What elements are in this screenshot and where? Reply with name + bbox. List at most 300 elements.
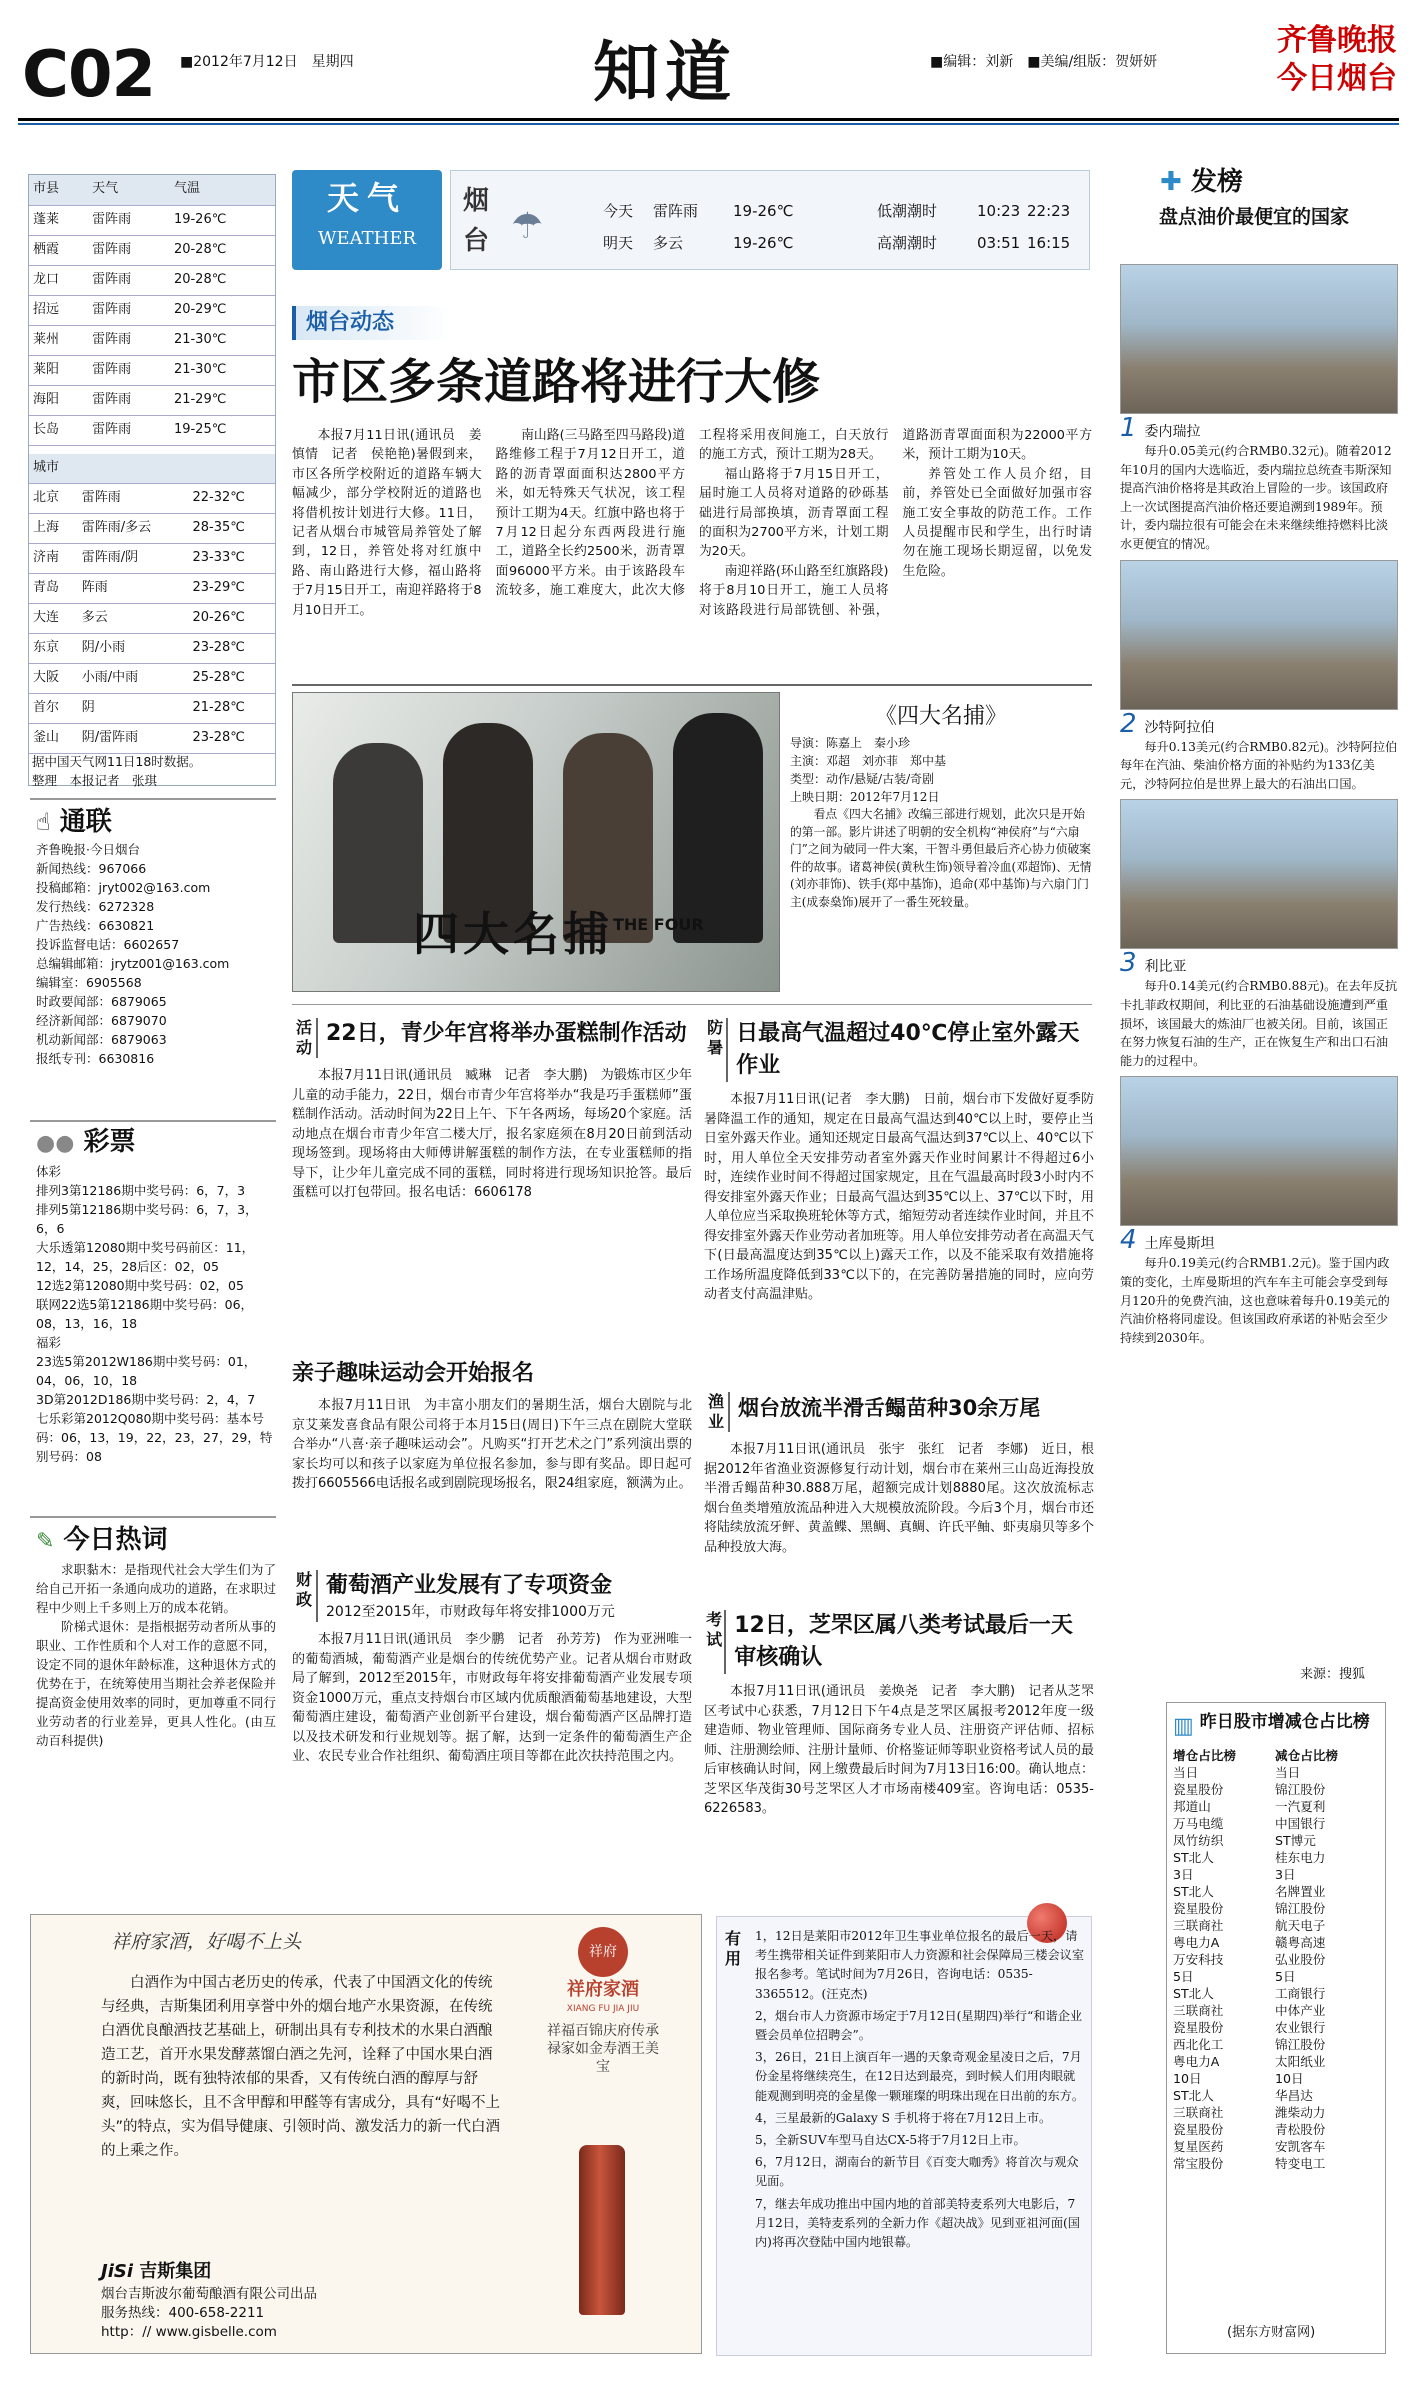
- pencil-note-icon: ✎: [36, 1529, 55, 1554]
- stock-cell: 瓷星股份: [1173, 2019, 1224, 2035]
- stock-row: [1173, 1951, 1377, 1968]
- news3-headline: 葡萄酒产业发展有了专项资金: [326, 1573, 613, 1598]
- county-row: [29, 295, 275, 325]
- weather-title: 天气: [326, 179, 407, 217]
- stocks-col-decrease: 减仓占比榜: [1275, 1747, 1338, 1763]
- stock-row: [1173, 1815, 1377, 1832]
- lottery-line: 排列3第12186期中奖号码：6，7，3: [36, 1183, 246, 1198]
- movie-release: 上映日期：2012年7月12日: [790, 790, 940, 804]
- hotword-1: 求职黏木：是指现代社会大学生们为了给自己开拓一条通向成功的道路，在求职过程中少则上千多则上万的成本花销。: [36, 1562, 276, 1615]
- city-row-cell: 上海: [29, 514, 78, 544]
- stock-row: [1173, 2155, 1377, 2172]
- city-row-cell: 雷阵雨/阴: [78, 544, 189, 574]
- stock-cell: 万马电缆: [1173, 1815, 1224, 1831]
- stock-cell: 当日: [1275, 1764, 1301, 1780]
- poster-figure-1: [333, 743, 423, 943]
- col-city: 城市: [29, 454, 275, 484]
- stock-cell: 潍柴动力: [1275, 2104, 1326, 2120]
- fuel-source: 来源：搜狐: [1300, 1667, 1366, 1682]
- main-p2: 南山路(三马路至四马路段)道路维修工程于7月12日开工，道路的沥青罩面面积达2800平方米，如无特殊天气状况，该工程预计工期为4天。红旗中路也将于7月12日起分东西两段进行施工，道路全长约2500米，沥青罩面96000平方米。由于该路段车流较多，施工难度大，此次大修工程将采用夜间施工，白天放行的施工方式，预计工期为28天。: [495, 428, 889, 599]
- stock-cell: 10日: [1173, 2070, 1202, 2086]
- useful-item: 6，7月12日，湖南台的新节目《百变大咖秀》将首次与观众见面。: [755, 2155, 1079, 2189]
- stock-row: [1173, 1832, 1377, 1849]
- lottery-line: 3D第2012D186期中奖号码：2，4，7: [36, 1392, 256, 1407]
- stock-cell: 瓷星股份: [1173, 1781, 1224, 1797]
- news1-headline: 22日，青少年宫将举办蛋糕制作活动: [326, 1021, 687, 1046]
- lottery-line: 七乐彩第2012Q080期中奖号码：基本号码：06，13，19，22，23，27，29，特别号码：08: [36, 1411, 273, 1464]
- useful-tag: 有用: [725, 1929, 742, 1968]
- news1-body: 本报7月11日讯(通讯员 臧琳 记者 李大鹏) 为锻炼市区少年儿童的动手能力，22日，烟台市青少年宫将举办“我是巧手蛋糕师”蛋糕制作活动。活动时间为22日上午、下午各两场，每场20个家庭。活动地点在烟台市青少年宫二楼大厅，报名家庭须在8月20日前到活动现场签到。现场将由大师傅讲解蛋糕的制作方法，在专业蛋糕师的指导下，让少年儿童完成不同的蛋糕，同时将进行现场知识抢答。最后蛋糕可以打包带回。报名电话：6606178: [292, 1068, 692, 1200]
- city-weather-table: [29, 454, 275, 755]
- col-county: 市县: [29, 175, 88, 205]
- contact-title: 通联: [59, 807, 112, 837]
- county-row-cell: 雷阵雨: [88, 355, 170, 385]
- lottery-line: 联网22选5第12186期中奖号码：06，08，13，16，18: [36, 1297, 254, 1331]
- ad-brand-block: [523, 1927, 683, 2076]
- stock-cell: 锦江股份: [1275, 1781, 1326, 1797]
- city-row-cell: 多云: [78, 604, 189, 634]
- contact-line: 总编辑邮箱：jrytz001@163.com: [36, 956, 230, 971]
- ad-company: JiSi 吉斯集团: [101, 2261, 212, 2282]
- lottery-line: 排列5第12186期中奖号码：6，7，3，6，6: [36, 1202, 258, 1236]
- stocks-table: [1173, 1747, 1377, 2172]
- useful-item: 5，全新SUV车型马自达CX-5将于7月12日上市。: [755, 2133, 1026, 2148]
- useful-item: 7，继去年成功推出中国内地的首部美特麦系列大电影后，7月12日，美特麦系列的全新力作《超决战》见到亚祖河面(国内)将再次登陆中国内地银幕。: [755, 2196, 1080, 2250]
- paper-name: 齐鲁晚报: [1277, 23, 1397, 58]
- county-row-cell: 雷阵雨: [88, 295, 170, 325]
- weather-credit: 整理 本报记者 张琪: [32, 773, 158, 788]
- issue-date: ■2012年7月12日 星期四: [180, 54, 354, 70]
- ad-poem: 祥福百锦庆府传承禄家如金寿酒王美宝: [547, 2023, 659, 2076]
- county-row-cell: 海阳: [29, 385, 88, 415]
- contact-section: [36, 804, 276, 1068]
- lottery-line: 12选2第12080期中奖号码：02，05: [36, 1278, 244, 1293]
- lottery-section: [36, 1124, 276, 1466]
- stock-cell: 名牌置业: [1275, 1883, 1326, 1899]
- city-row-cell: 23-33℃: [189, 544, 275, 574]
- movie-type: 类型：动作/悬疑/古装/奇剧: [790, 772, 935, 786]
- news6-body: 本报7月11日讯(通讯员 姜焕尧 记者 李大鹏) 记者从芝罘区考试中心获悉，7月12日下午4点是芝罘区属报考2012年度一级建造师、物业管理师、国际商务专业人员、注册资产评估师、招标师、注册测绘师、注册计量师、价格鉴证师等职业资格考试人员的最后审核确认时间，网上缴费最后时间为7月13日16:00。确认地点：芝罘区华茂街30号芝罘区人才市场南楼409室。咨询电话：0535-6226583。: [704, 1684, 1095, 1816]
- stock-row: [1173, 1985, 1377, 2002]
- weather-city: 烟台: [463, 186, 490, 256]
- weather-badge: [292, 170, 442, 270]
- stock-cell: 弘业股份: [1275, 1951, 1326, 1967]
- city-row: [29, 664, 275, 694]
- stock-cell: 赣粤高速: [1275, 1934, 1326, 1950]
- ad-url: http：// www.gisbelle.com: [101, 2324, 277, 2340]
- news1-tag: 活动: [292, 1018, 318, 1058]
- county-row-cell: 19-25℃: [170, 415, 275, 445]
- fuel-country: 利比亚: [1144, 959, 1187, 976]
- county-row-cell: 雷阵雨: [88, 235, 170, 265]
- city-row-cell: 阴/雷阵雨: [78, 724, 189, 754]
- stock-cell: 10日: [1275, 2070, 1304, 2086]
- news4-tag: 防暑: [704, 1018, 728, 1082]
- city-row-cell: 28-35℃: [189, 514, 275, 544]
- county-row-cell: 20-28℃: [170, 265, 275, 295]
- news2-headline: 亲子趣味运动会开始报名: [292, 1361, 535, 1386]
- city-row-cell: 济南: [29, 544, 78, 574]
- stock-row: [1173, 2053, 1377, 2070]
- city-row-cell: 阴/小雨: [78, 634, 189, 664]
- county-row-cell: 雷阵雨: [88, 205, 170, 235]
- stock-cell: ST北人: [1173, 2087, 1214, 2103]
- useful-item: 2，烟台市人力资源市场定于7月12日(星期四)举行“和谐企业暨会员单位招聘会”。: [755, 2008, 1083, 2043]
- fuel-rank: 4: [1120, 1225, 1137, 1256]
- contact-line: 经济新闻部：6879070: [36, 1013, 167, 1028]
- city-row-cell: 阵雨: [78, 574, 189, 604]
- stock-row: [1173, 2138, 1377, 2155]
- stock-cell: 粤电力A: [1173, 2053, 1220, 2069]
- movie-title: 《四大名捕》: [874, 704, 1007, 729]
- page-number: C02: [22, 38, 156, 112]
- ad-phone: 服务热线：400-658-2211: [101, 2305, 265, 2321]
- stock-row: [1173, 2019, 1377, 2036]
- stock-cell: 桂东电力: [1275, 1849, 1326, 1865]
- contact-line: 编辑室：6905568: [36, 975, 142, 990]
- stock-cell: 中国银行: [1275, 1815, 1326, 1831]
- stock-cell: 锦江股份: [1275, 1900, 1326, 1916]
- movie-info: [790, 700, 1092, 911]
- county-row-cell: 21-30℃: [170, 325, 275, 355]
- stock-cell: 三联商社: [1173, 1917, 1224, 1933]
- stock-row: [1173, 1934, 1377, 1951]
- section-title: 知道: [593, 34, 737, 111]
- col-temp: 气温: [170, 175, 275, 205]
- stock-cell: 万安科技: [1173, 1951, 1224, 1967]
- country-photo: [1120, 560, 1398, 710]
- stock-row: [1173, 1798, 1377, 1815]
- stock-cell: ST博元: [1275, 1832, 1316, 1848]
- fuel-country: 土库曼斯坦: [1144, 1236, 1215, 1253]
- county-row-cell: 雷阵雨: [88, 415, 170, 445]
- county-row-cell: 雷阵雨: [88, 325, 170, 355]
- lottery-list: [36, 1162, 276, 1466]
- stock-cell: 复星医药: [1173, 2138, 1224, 2154]
- stock-cell: 粤电力A: [1173, 1934, 1220, 1950]
- movie-desc: 看点《四大名捕》改编三部进行规划，此次只是开始的第一部。影片讲述了明朝的安全机构“神侯府”与“六扇门”之间为破同一件大案，干智斗勇但最后齐心协力侦破案件的故事。诸葛神侯(黄秋生饰)领导着冷血(邓超饰)、无情(刘亦菲饰)、铁手(郑中基饰)，追命(邓中基饰)与六扇门门主(成泰燊饰)展开了一番生死较量。: [790, 807, 1092, 909]
- contact-line: 投稿邮箱：jryt002@163.com: [36, 880, 211, 895]
- stock-cell: 锦江股份: [1275, 2036, 1326, 2052]
- movie-director: 导演：陈嘉上 秦小珍: [790, 736, 911, 750]
- news5-headline: 烟台放流半滑舌鳎苗种30余万尾: [738, 1396, 1041, 1420]
- contact-line: 新闻热线：967066: [36, 861, 147, 876]
- county-row-cell: 20-29℃: [170, 295, 275, 325]
- city-row: [29, 694, 275, 724]
- header-rule: [18, 118, 1399, 121]
- stock-cell: 3日: [1275, 1866, 1296, 1882]
- city-row: [29, 724, 275, 754]
- news-activity: [292, 1018, 692, 1203]
- stock-cell: ST北人: [1173, 1883, 1214, 1899]
- stocks-col-increase: 增仓占比榜: [1173, 1747, 1236, 1763]
- weather-panel: [450, 170, 1090, 270]
- movie-poster: [292, 692, 780, 992]
- header-rule-blue: [18, 123, 1399, 125]
- country-photo: [1120, 1076, 1398, 1226]
- news6-headline: 12日，芝罘区属八类考试最后一天审核确认: [734, 1613, 1073, 1670]
- stock-cell: 一汽夏利: [1275, 1798, 1326, 1814]
- city-row: [29, 574, 275, 604]
- county-row-cell: 莱州: [29, 325, 88, 355]
- city-row-cell: 雷阵雨/多云: [78, 514, 189, 544]
- contact-line: 发行热线：6272328: [36, 899, 155, 914]
- stock-cell: 农业银行: [1275, 2019, 1326, 2035]
- county-weather-table: [29, 175, 275, 446]
- fuel-item: [1120, 1076, 1398, 1347]
- main-p5: 养管处工作人员介绍，目前，养管处已全面做好加强市容施工安全事故的防范工作。工作人员提醒市民和学生，出行时请勿在施工现场长期逗留，以免发生危险。: [902, 466, 1092, 579]
- stock-cell: 青松股份: [1275, 2121, 1326, 2137]
- stock-row: [1173, 1781, 1377, 1798]
- useful-item: 4，三星最新的Galaxy S 手机将于将在7月12日上市。: [755, 2110, 1052, 2125]
- weather-en: WEATHER: [317, 228, 417, 249]
- fuel-list: [1120, 264, 1398, 1353]
- fuel-rank: 3: [1120, 948, 1137, 979]
- contact-list: [36, 840, 276, 1068]
- city-row: [29, 544, 275, 574]
- news-heat: [704, 1018, 1094, 1305]
- hotwords-section: [36, 1522, 276, 1750]
- country-photo: [1120, 264, 1398, 414]
- stock-row: [1173, 1764, 1377, 1781]
- stock-row: [1173, 2036, 1377, 2053]
- contact-line: 机动新闻部：6879063: [36, 1032, 167, 1047]
- poster-figure-4: [673, 713, 763, 943]
- city-row-cell: 小雨/中雨: [78, 664, 189, 694]
- stock-cell: 特变电工: [1275, 2155, 1326, 2171]
- fuel-subtitle: 盘点油价最便宜的国家: [1158, 206, 1349, 228]
- county-row-cell: 长岛: [29, 415, 88, 445]
- kicker-bar: [292, 306, 452, 340]
- stock-cell: 邦道山: [1173, 1798, 1211, 1814]
- stock-cell: 工商银行: [1275, 1985, 1326, 2001]
- county-row-cell: 蓬莱: [29, 205, 88, 235]
- main-p3: 福山路将于7月15日开工，届时施工人员将对道路的砂砾基础进行局部换填，沥青罩面工程的面积为2700平方米，计划工期为20天。: [699, 466, 889, 560]
- liquor-bottle-image: [579, 2145, 625, 2315]
- city-row-cell: 23-28℃: [189, 724, 275, 754]
- bar-chart-icon: ▥: [1173, 1714, 1194, 1739]
- county-row: [29, 235, 275, 265]
- county-row: [29, 205, 275, 235]
- contact-line: 时政要闻部：6879065: [36, 994, 167, 1009]
- lottery-balls-icon: ●●: [36, 1131, 75, 1156]
- city-row-cell: 釜山: [29, 724, 78, 754]
- main-headline: 市区多条道路将进行大修: [292, 354, 821, 410]
- hotwords-title: 今日热词: [63, 1525, 168, 1555]
- main-article: [292, 426, 1092, 672]
- contact-line: 齐鲁晚报·今日烟台: [36, 842, 140, 857]
- stock-row: [1173, 2002, 1377, 2019]
- ad-body: 白酒作为中国古老历史的传承，代表了中国酒文化的传统与经典，吉斯集团利用享誉中外的烟台地产水果资源，在传统白酒优良酿酒技艺基础上，研制出具有专利技术的水果白酒酿造工艺，首开水果发酵蒸馏白酒之先河，诠释了中国水果白酒的新时尚，既有独特浓郁的果香，又有传统白酒的醇厚与舒爽，回味悠长，且不含甲醇和甲醛等有害成分，具有“好喝不上头”的特点，实为倡导健康、引领时尚、激发活力的新一代白酒的上乘之作。: [101, 1975, 501, 2159]
- useful-item: 3，26日，21日上演百年一遇的天象奇观金星凌日之后，7月份金星将继续亮生，在12日达到最亮，到时候人们用肉眼就能观测到明亮的金星像一颗璀璨的明珠出现在日出前的东方。: [755, 2050, 1085, 2103]
- stock-cell: 华昌达: [1275, 2087, 1313, 2103]
- fuel-title: 发榜: [1190, 167, 1243, 197]
- contact-line: 报纸专刊：6630816: [36, 1051, 155, 1066]
- stock-cell: 西北化工: [1173, 2036, 1224, 2052]
- fuel-country: 委内瑞拉: [1144, 424, 1201, 440]
- county-row-cell: 雷阵雨: [88, 265, 170, 295]
- stock-cell: ST北人: [1173, 1849, 1214, 1865]
- useful-info-box: [716, 1916, 1092, 2356]
- movie-stars: 主演：邓超 刘亦菲 郑中基: [790, 754, 947, 768]
- county-row-cell: 栖霞: [29, 235, 88, 265]
- county-row: [29, 355, 275, 385]
- stock-cell: 航天电子: [1275, 1917, 1326, 1933]
- editor-credits: ■编辑：刘新 ■美编/组版：贺妍妍: [930, 54, 1158, 70]
- fuel-desc: 每升0.13美元(约合RMB0.82元)。沙特阿拉伯每年在汽油、柴油价格方面的补贴约为133亿美元，沙特阿拉伯是世界上最大的石油出口国。: [1120, 739, 1398, 791]
- city-row-cell: 青岛: [29, 574, 78, 604]
- city-row-cell: 阴: [78, 694, 189, 724]
- stock-row: [1173, 1917, 1377, 1934]
- news4-body: 本报7月11日讯(记者 李大鹏) 日前，烟台市下发做好夏季防暑降温工作的通知，规定在日最高气温达到40℃以上时，要停止当日室外露天作业。通知还规定日最高气温达到37℃以上、40℃以下时，用人单位全天安排劳动者室外露天作业时间累计不得超过6小时，连续作业时间不得超过国家规定，且在气温最高时段3小时内不得安排室外露天作业；日最高气温达到35℃以上、37℃以下时，用人单位应当采取换班轮休等方式，缩短劳动者连续作业时间，并且不得安排室外露天作业劳动者加班等。用人单位安排劳动者在高温天气下(日最高温度达到35℃以上)露天工作，以及不能采取有效措施将工作场所温度降低到33℃以下的，在完善防暑措施的同时，应向劳动者支付高温津贴。: [704, 1092, 1095, 1302]
- stock-row: [1173, 1866, 1377, 1883]
- county-row-cell: 莱阳: [29, 355, 88, 385]
- stock-cell: 瓷星股份: [1173, 2121, 1224, 2137]
- puzzle-icon: ✚: [1160, 167, 1182, 197]
- county-row-cell: 21-29℃: [170, 385, 275, 415]
- brand-seal-icon: 祥府: [578, 1927, 628, 1977]
- weather-table-panel: [28, 174, 276, 786]
- stock-cell: 3日: [1173, 1866, 1194, 1882]
- city-row-cell: 首尔: [29, 694, 78, 724]
- weather-note: [32, 752, 276, 790]
- lottery-line: 福彩: [36, 1335, 62, 1350]
- stock-row: [1173, 2121, 1377, 2138]
- lottery-line: 体彩: [36, 1164, 62, 1179]
- stock-row: [1173, 2087, 1377, 2104]
- fuel-desc: 每升0.19美元(约合RMB1.2元)。鉴于国内政策的变化，土库曼斯坦的汽车车主可能会享受到每月120升的免费汽油，这也意味着每升0.19美元的汽油价格将同虚设。但该国政府承诺的补贴会至少持续到2030年。: [1120, 1256, 1390, 1345]
- stocks-source: (据东方财富网): [1227, 2325, 1316, 2341]
- county-row-cell: 龙口: [29, 265, 88, 295]
- stock-cell: 三联商社: [1173, 2002, 1224, 2018]
- county-row: [29, 265, 275, 295]
- fuel-desc: 每升0.05美元(约合RMB0.32元)。随着2012年10月的国内大选临近，委内瑞拉总统查韦斯深知提高汽油价格将是其政治上冒险的一步。该国政府上一次试图提高汽油价格还要追溯到1989年。预计，委内瑞拉很有可能会在未来继续维持燃料比淡水更便宜的情况。: [1120, 444, 1392, 551]
- stock-cell: 太阳纸业: [1275, 2053, 1326, 2069]
- city-row-cell: 大连: [29, 604, 78, 634]
- county-row-cell: 19-26℃: [170, 205, 275, 235]
- stock-row: [1173, 1849, 1377, 1866]
- stock-cell: 安凯客车: [1275, 2138, 1326, 2154]
- county-row-cell: 21-30℃: [170, 355, 275, 385]
- contact-line: 广告热线：6630821: [36, 918, 155, 933]
- city-row-cell: 23-28℃: [189, 634, 275, 664]
- hand-icon: ☝: [36, 808, 51, 836]
- county-row: [29, 325, 275, 355]
- stock-cell: 5日: [1173, 1968, 1194, 1984]
- news4-headline: 日最高气温超过40℃停止室外露天作业: [736, 1021, 1080, 1078]
- news3-body: 本报7月11日讯(通讯员 李少鹏 记者 孙芳芳) 作为亚洲唯一的葡萄酒城，葡萄酒产业是烟台的传统优势产业。记者从烟台市财政局了解到，2012至2015年，市财政每年将安排葡萄酒产业发展专项资金1000万元，重点支持烟台市区域内优质酿酒葡萄基地建设，大型葡萄酒庄建设，葡萄酒产业创新平台建设，烟台葡萄酒产区品牌打造以及技术研发和行业规划等。据了解，达到一定条件的葡萄酒生产企业、农民专业合作社组织、葡萄酒庄项目等都在此次扶持范围之内。: [292, 1632, 692, 1765]
- city-row: [29, 634, 275, 664]
- fuel-item: [1120, 264, 1398, 554]
- col-weather: 天气: [88, 175, 170, 205]
- fuel-country: 沙特阿拉伯: [1144, 719, 1215, 736]
- main-p4: 南迎祥路(环山路至红旗路段)将于8月10日开工，施工人员将对该路段进行局部铣刨、补强，道路沥青罩面面积为22000平方米，预计工期为10天。: [699, 428, 1092, 618]
- poster-title: 四大名捕: [413, 907, 613, 961]
- city-row-cell: 21-28℃: [189, 694, 275, 724]
- stock-cell: 三联商社: [1173, 2104, 1224, 2120]
- city-row-cell: 25-28℃: [189, 664, 275, 694]
- contact-line: 投诉监督电话：6602657: [36, 937, 180, 952]
- fuel-rank: 1: [1120, 413, 1137, 443]
- news3-tag: 财政: [292, 1570, 318, 1622]
- news-fishery: [704, 1392, 1094, 1557]
- lottery-line: 23选5第2012W186期中奖号码：01，04，06，10，18: [36, 1354, 257, 1388]
- edition-name: 今日烟台: [1277, 61, 1397, 96]
- stock-cell: 5日: [1275, 1968, 1296, 1984]
- liquor-advertisement: [30, 1914, 702, 2354]
- city-row-cell: 雷阵雨: [78, 484, 189, 514]
- useful-item: 1，12日是莱阳市2012年卫生事业单位报名的最后一天，请考生携带相关证件到莱阳市人力资源和社会保障局三楼会议室报名参考。笔试时间为7月26日，咨询电话：0535-3365512。(汪克杰): [755, 1929, 1085, 2001]
- news3-sub: 2012至2015年，市财政每年将安排1000万元: [326, 1604, 615, 1620]
- news5-body: 本报7月11日讯(通讯员 张宇 张红 记者 李娜) 近日，根据2012年省渔业资源修复行动计划，烟台市在莱州三山岛近海投放半滑舌鳎苗种30.888万尾，超额完成计划8880尾。这次放流标志烟台鱼类增殖放流品种进入大规模放流阶段。今后3个月，烟台市还将陆续放流牙鲆、黄盖鲽、黑鲷、真鲷、许氏平鲉、虾夷扇贝等多个品种投放大海。: [704, 1442, 1095, 1555]
- fuel-ranking: [1110, 164, 1398, 234]
- poster-en: THE FOUR: [613, 915, 704, 934]
- stock-row: [1173, 1968, 1377, 1985]
- stock-cell: 中体产业: [1275, 2002, 1326, 2018]
- stock-ranking: [1166, 1702, 1386, 2354]
- city-row-cell: 22-32℃: [189, 484, 275, 514]
- useful-list: [755, 1927, 1085, 2255]
- kicker: 烟台动态: [306, 310, 395, 335]
- weather-source: 据中国天气网11日18时数据。: [32, 754, 202, 769]
- stock-row: [1173, 1900, 1377, 1917]
- news-sports-meet: [292, 1358, 692, 1494]
- news-exam: [704, 1610, 1094, 1819]
- stock-cell: 凤竹纺织: [1173, 1832, 1224, 1848]
- ad-brand-pinyin: XIANG FU JIA JIU: [566, 2004, 640, 2015]
- forecast: 今天 雷阵雨 19-26℃ 明天 多云 19-26℃: [603, 202, 794, 252]
- county-row: [29, 415, 275, 445]
- city-row: [29, 514, 275, 544]
- stock-row: [1173, 2104, 1377, 2121]
- city-row-cell: 20-26℃: [189, 604, 275, 634]
- rain-cloud-icon: ☂: [511, 206, 544, 247]
- ad-factory: 烟台吉斯波尔葡萄酿酒有限公司出品: [101, 2286, 317, 2302]
- news6-tag: 考试: [704, 1610, 726, 1674]
- stock-row: [1173, 1883, 1377, 1900]
- lottery-line: 大乐透第12080期中奖号码前区：11，12，14，25，28后区：02，05: [36, 1240, 255, 1274]
- city-row-cell: 大阪: [29, 664, 78, 694]
- stock-cell: 常宝股份: [1173, 2155, 1224, 2171]
- hotword-2: 阶梯式退休：是指根据劳动者所从事的职业、工作性质和个人对工作的意愿不同，设定不同的退休年龄标准，这种退休方式的优势在于，在统筹使用当期社会养老保险并提高资金使用效率的同时，更加尊重不同行业劳动者的行业差异，更具人性化。(由互动百科提供): [36, 1619, 276, 1748]
- fuel-item: [1120, 560, 1398, 794]
- ad-slogan: 祥府家酒，好喝不上头: [111, 1931, 302, 1953]
- country-photo: [1120, 799, 1398, 949]
- city-row: [29, 604, 275, 634]
- stock-cell: ST北人: [1173, 1985, 1214, 2001]
- tide-times: 低潮潮时 10:23 22:23 高潮潮时 03:51 16:15: [877, 202, 1071, 252]
- fuel-item: [1120, 799, 1398, 1070]
- stock-cell: 瓷星股份: [1173, 1900, 1224, 1916]
- news5-tag: 渔业: [704, 1392, 730, 1432]
- stock-row: [1173, 2070, 1377, 2087]
- city-row-cell: 北京: [29, 484, 78, 514]
- fuel-desc: 每升0.14美元(约合RMB0.88元)。在去年反抗卡扎菲政权期间，利比亚的石油基础设施遭到严重损坏，该国最大的炼油厂也被关闭。目前，该国正在努力恢复石油的生产，正在恢复生产和出口石油能力的过程中。: [1120, 979, 1398, 1068]
- main-p1: 本报7月11日讯(通讯员 姜慎情 记者 侯艳艳)暑假到来，市区各所学校附近的道路车辆大幅减少，部分学校附近的道路也将借机按计划进行大修。11日，记者从烟台市城管局养管处了解到，12日，养管处将对红旗中路、南山路进行大修，福山路将于7月15日开工，南迎祥路将于8月10日开工。: [292, 428, 482, 618]
- county-row-cell: 20-28℃: [170, 235, 275, 265]
- fuel-rank: 2: [1120, 708, 1137, 739]
- county-row-cell: 雷阵雨: [88, 385, 170, 415]
- county-row-cell: 招远: [29, 295, 88, 325]
- stock-cell: 当日: [1173, 1764, 1199, 1780]
- city-row: [29, 484, 275, 514]
- lottery-title: 彩票: [83, 1127, 136, 1157]
- city-row-cell: 东京: [29, 634, 78, 664]
- ad-brand: 祥府家酒: [567, 1979, 639, 2000]
- county-row: [29, 385, 275, 415]
- ad-contacts: [101, 2285, 317, 2342]
- masthead-logo: [1277, 22, 1397, 98]
